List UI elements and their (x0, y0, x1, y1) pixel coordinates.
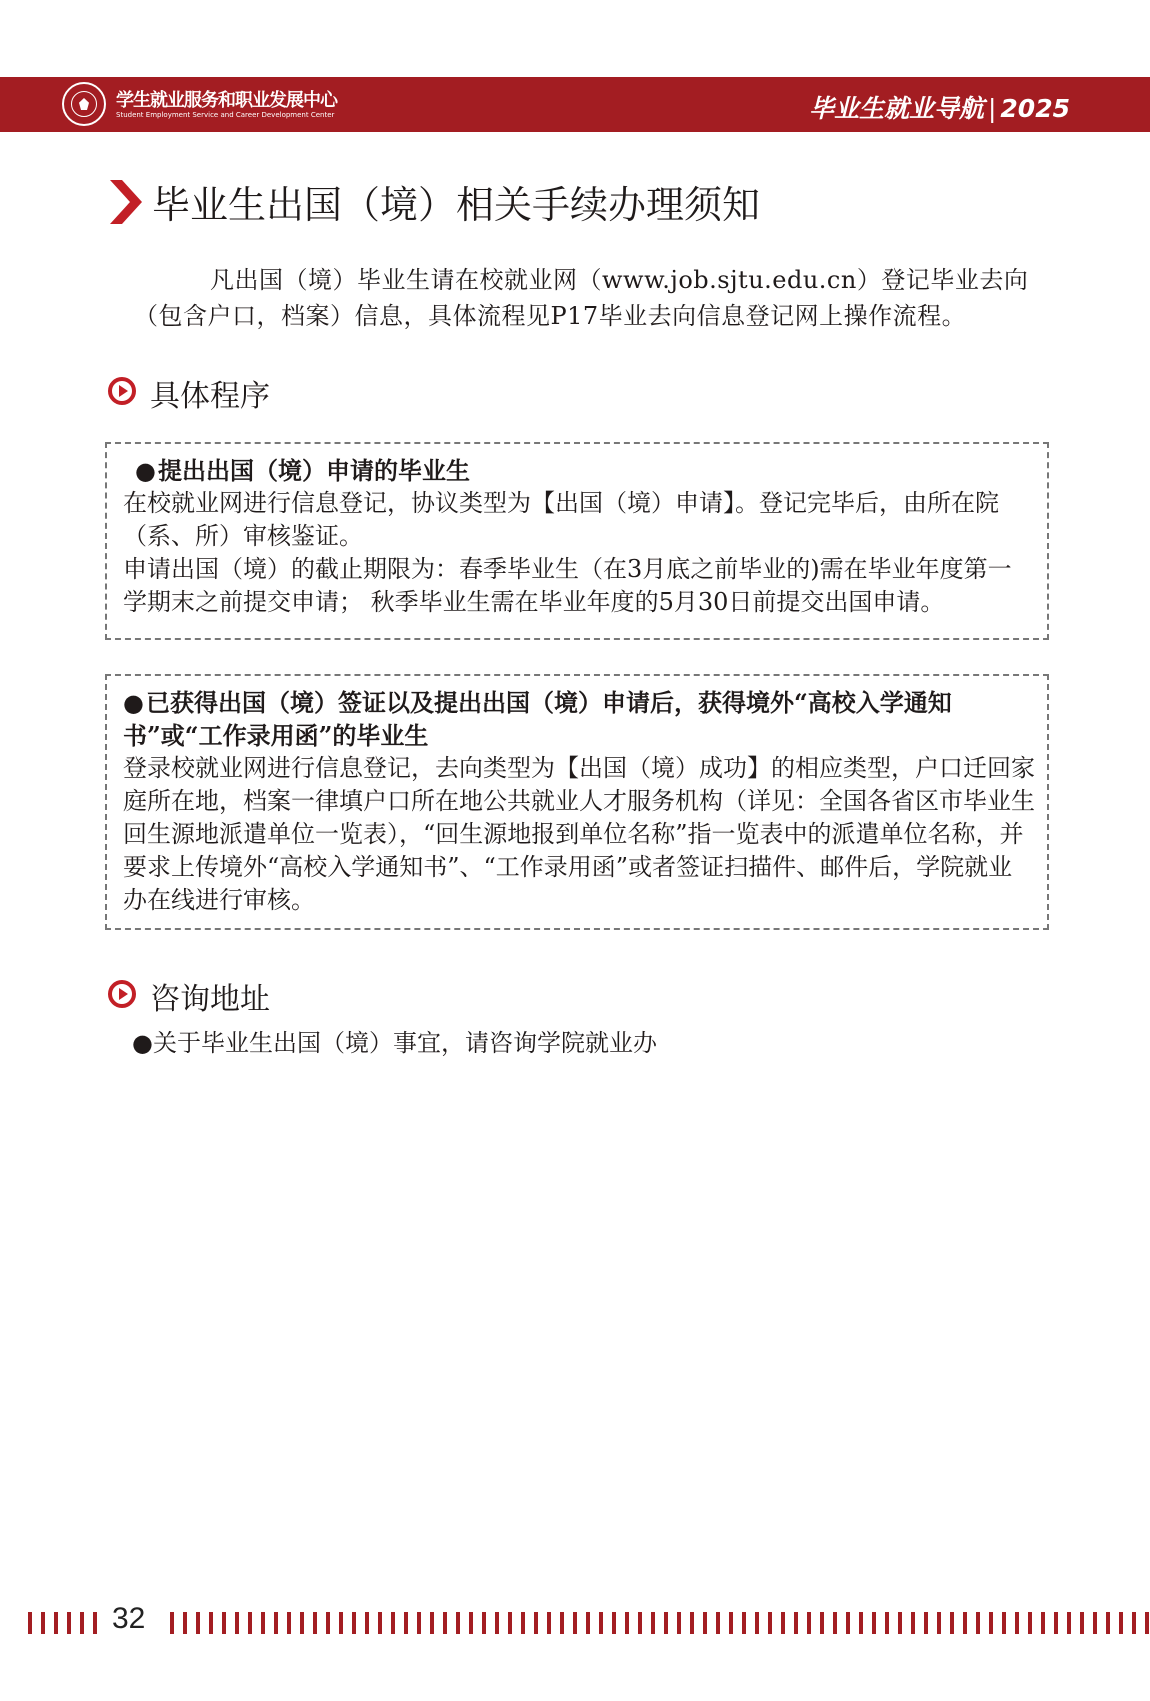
footer-tick (313, 1612, 317, 1634)
footer-tick (1132, 1612, 1136, 1634)
procedure-box-apply (105, 442, 1049, 640)
contact-item (132, 1026, 932, 1060)
footer-tick (885, 1612, 889, 1634)
footer-tick (677, 1612, 681, 1634)
footer-tick (664, 1612, 668, 1634)
guide-title-separator: | (987, 94, 997, 123)
procedure-box-success (105, 674, 1049, 930)
footer-tick (872, 1612, 876, 1634)
university-seal-logo (62, 82, 106, 126)
footer-tick (794, 1612, 798, 1634)
footer-tick (274, 1612, 278, 1634)
footer-tick (391, 1612, 395, 1634)
page-title: 毕业生出国（境）相关手续办理须知 (152, 183, 761, 227)
footer-tick (963, 1612, 967, 1634)
footer-tick (482, 1612, 486, 1634)
footer-tick (937, 1612, 941, 1634)
footer-tick (41, 1612, 45, 1634)
circle-play-icon (108, 980, 136, 1008)
footer-tick (638, 1612, 642, 1634)
bullet: ● (132, 1029, 153, 1057)
circle-play-icon (108, 377, 136, 405)
footer-tick (586, 1612, 590, 1634)
footer-tick (820, 1612, 824, 1634)
footer-tick (1015, 1612, 1019, 1634)
guide-year: 2025 (1000, 94, 1070, 123)
footer-tick (1119, 1612, 1123, 1634)
footer-tick (703, 1612, 707, 1634)
footer-tick (495, 1612, 499, 1634)
footer-tick (1067, 1612, 1071, 1634)
footer-tick (170, 1612, 174, 1634)
footer-tick (28, 1612, 32, 1634)
bullet: ● (135, 456, 156, 485)
footer-tick (898, 1612, 902, 1634)
footer-tick (404, 1612, 408, 1634)
footer-tick (430, 1612, 434, 1634)
footer-tick (846, 1612, 850, 1634)
footer-tick (1028, 1612, 1032, 1634)
footer-tick (300, 1612, 304, 1634)
footer-tick (521, 1612, 525, 1634)
footer-tick (755, 1612, 759, 1634)
footer-tick (196, 1612, 200, 1634)
footer-tick (80, 1612, 84, 1634)
footer-tick (976, 1612, 980, 1634)
footer-tick (222, 1612, 226, 1634)
footer-tick (729, 1612, 733, 1634)
box-paragraph: 登录校就业网进行信息登记，去向类型为【出国（境）成功】的相应类型，户口迁回家庭所在地，档案一律填户口所在地公共就业人才服务机构（详见：全国各省区市毕业生回生源地派遣单位一览表），“回生源地报到单位名称”指一览表中的派遣单位名称，并要求上传境外“高校入学通知书”、“工作录用函”或者签证扫描件、邮件后，学院就业办在线进行审核。 (123, 754, 1035, 914)
guide-title-text: 毕业生就业导航 (808, 94, 984, 123)
footer-tick (352, 1612, 356, 1634)
footer-tick (950, 1612, 954, 1634)
footer-tick (560, 1612, 564, 1634)
footer-tick (93, 1612, 97, 1634)
footer-tick (1080, 1612, 1084, 1634)
footer-tick (417, 1612, 421, 1634)
footer-tick (651, 1612, 655, 1634)
page-footer (0, 1600, 1150, 1640)
footer-tick (625, 1612, 629, 1634)
footer-tick (1145, 1612, 1149, 1634)
box-title (123, 686, 1035, 752)
footer-tick (1093, 1612, 1097, 1634)
footer-tick (833, 1612, 837, 1634)
bullet: ● (123, 688, 144, 717)
footer-tick (378, 1612, 382, 1634)
footer-tick (339, 1612, 343, 1634)
footer-tick-decoration-right (168, 1612, 1150, 1634)
footer-tick (781, 1612, 785, 1634)
footer-tick (248, 1612, 252, 1634)
footer-tick (1041, 1612, 1045, 1634)
footer-tick (690, 1612, 694, 1634)
section-heading-label: 咨询地址 (150, 982, 270, 1017)
guide-title (809, 89, 1070, 125)
page-number: 32 (112, 1602, 146, 1635)
footer-tick (443, 1612, 447, 1634)
contact-item-text: 关于毕业生出国（境）事宜，请咨询学院就业办 (152, 1029, 657, 1057)
footer-tick (456, 1612, 460, 1634)
footer-tick (612, 1612, 616, 1634)
footer-tick (365, 1612, 369, 1634)
footer-tick (508, 1612, 512, 1634)
footer-tick (742, 1612, 746, 1634)
box-paragraph: 在校就业网进行信息登记，协议类型为【出国（境）申请】。登记完毕后，由所在院（系、所）审核鉴证。 (123, 489, 999, 550)
footer-tick (807, 1612, 811, 1634)
box-title-text: 已获得出国（境）签证以及提出出国（境）申请后，获得境外“高校入学通知书”或“工作录用函”的毕业生 (123, 688, 952, 750)
box-title-text: 提出出国（境）申请的毕业生 (157, 456, 470, 485)
section-heading-label: 具体程序 (150, 379, 270, 414)
footer-tick (534, 1612, 538, 1634)
chevron-right-icon (108, 180, 144, 224)
intro-text: 凡出国（境）毕业生请在校就业网（www.job.sjtu.edu.cn）登记毕业去向（包含户口，档案）信息，具体流程见P17毕业去向信息登记网上操作流程。 (134, 266, 1029, 330)
org-name-cn: 学生就业服务和职业发展中心 (116, 90, 337, 111)
footer-tick (326, 1612, 330, 1634)
footer-tick (547, 1612, 551, 1634)
footer-tick (1054, 1612, 1058, 1634)
footer-tick (209, 1612, 213, 1634)
box-title (123, 454, 1035, 487)
box-paragraph-deadline: 申请出国（境）的截止期限为：春季毕业生（在3月底之前毕业的)需在毕业年度第一学期末之前提交申请； 秋季毕业生需在毕业年度的5月30日前提交出国申请。 (123, 555, 1012, 616)
footer-tick (599, 1612, 603, 1634)
footer-tick (1002, 1612, 1006, 1634)
footer-tick (54, 1612, 58, 1634)
footer-tick (1106, 1612, 1110, 1634)
footer-tick (287, 1612, 291, 1634)
org-name-en: Student Employment Service and Career Development Center (116, 111, 335, 119)
footer-tick (911, 1612, 915, 1634)
footer-tick (989, 1612, 993, 1634)
footer-tick (573, 1612, 577, 1634)
header-bar (0, 77, 1150, 132)
footer-tick (67, 1612, 71, 1634)
footer-tick (469, 1612, 473, 1634)
footer-tick (716, 1612, 720, 1634)
intro-paragraph (134, 262, 1030, 334)
footer-tick (859, 1612, 863, 1634)
footer-tick (768, 1612, 772, 1634)
footer-tick (235, 1612, 239, 1634)
footer-tick-decoration-left (26, 1612, 104, 1634)
footer-tick (183, 1612, 187, 1634)
footer-tick (261, 1612, 265, 1634)
footer-tick (924, 1612, 928, 1634)
